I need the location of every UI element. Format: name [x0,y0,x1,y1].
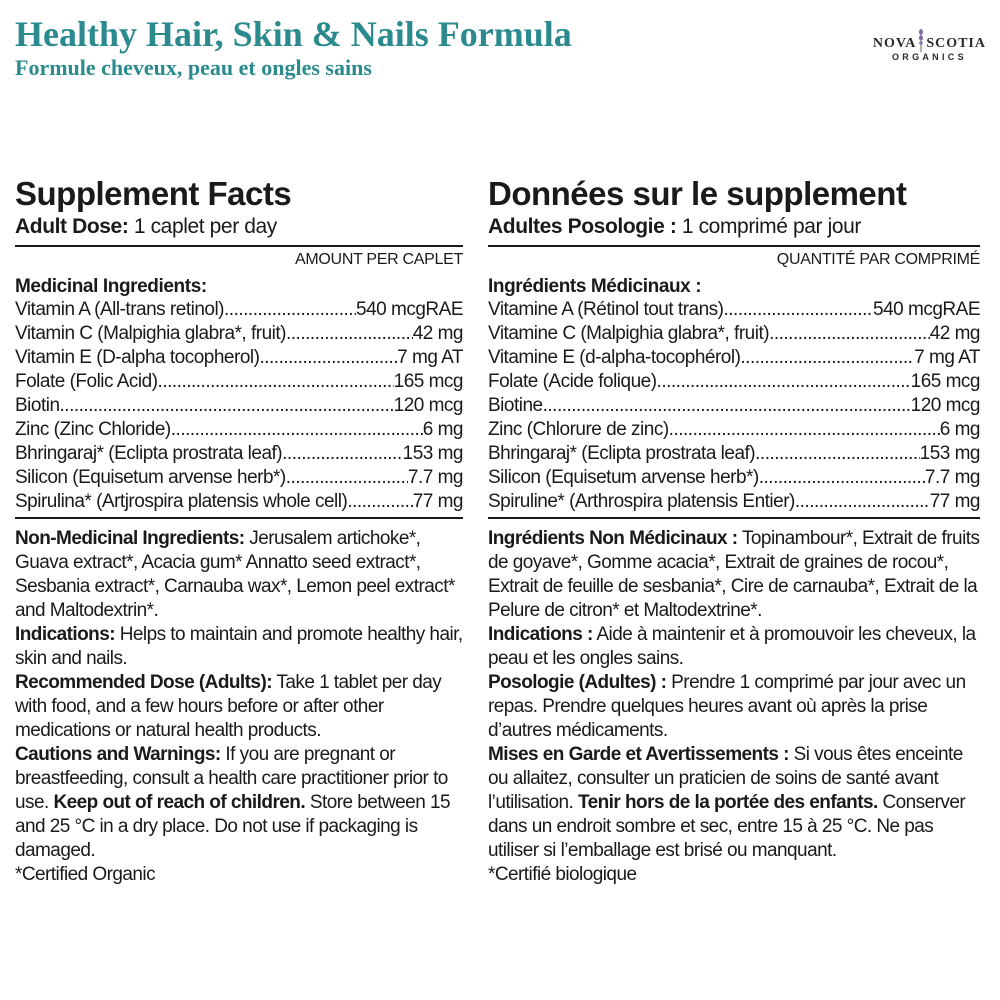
leader-dots [158,370,394,394]
section-text: Si vous êtes enceinte ou allaitez, consulter un praticien de soins de santé avant l’utilisation. [488,744,963,813]
recommended-dose [488,671,980,743]
supplement-facts-fr [488,175,980,887]
ingredient-name: Biotine [488,395,543,416]
ingredient-row [488,490,980,514]
ingredient-row [15,322,463,346]
adult-dose [488,213,980,241]
leader-dots [657,370,911,394]
cautions-warnings [15,743,463,863]
ingredient-name: Vitamin A (All-trans retinol) [15,299,225,320]
certified-note: *Certifié biologique [488,864,637,885]
medicinal-ingredients-heading: Ingrédients Médicinaux : [488,276,702,297]
ingredient-row [488,466,980,490]
leader-dots [769,322,930,346]
leader-dots [755,442,919,466]
leader-dots [286,466,408,490]
divider [488,517,980,519]
section-text: If you are pregnant or breastfeeding, consult a health care practitioner prior to use. [15,744,448,813]
ingredient-amount: 6 mg [422,419,463,440]
ingredient-amount: 165 mcg [393,371,463,392]
leader-dots [543,394,911,418]
ingredient-name: Vitamine C (Malpighia glabra*, fruit) [488,323,770,344]
leader-dots [286,322,413,346]
ingredient-name: Spirulina* (Artjrospira platensis whole cell) [15,491,348,512]
amount-header: QUANTITÉ PAR COMPRIMÉ [776,251,980,268]
leader-dots [795,490,930,514]
ingredient-amount: 540 mcgRAE [873,299,980,320]
ingredient-row [15,418,463,442]
ingredient-name: Spiruline* (Arthrospira platensis Entier) [488,491,795,512]
ingredient-row [15,466,463,490]
ingredient-amount: 120 mcg [393,395,463,416]
ingredient-row [15,298,463,322]
product-title: Healthy Hair, Skin & Nails Formula [15,14,572,54]
ingredient-amount: 6 mg [939,419,980,440]
leader-dots [171,418,423,442]
section-text: Helps to maintain and promote healthy hair, skin and nails. [15,624,463,669]
ingredient-row [488,322,980,346]
non-medicinal-ingredients [488,527,980,623]
indications [15,623,463,671]
ingredient-amount: 153 mg [402,443,463,464]
logo-word-nova: NOVA [872,36,917,51]
logo-wordmark [873,28,986,52]
ingredient-row [488,442,980,466]
ingredient-list [488,298,980,514]
ingredient-list [15,298,463,514]
ingredient-amount: 7.7 mg [407,467,463,488]
ingredient-row [15,490,463,514]
leader-dots [282,442,402,466]
certified-note: *Certified Organic [15,864,156,885]
amount-header: AMOUNT PER CAPLET [295,251,463,268]
non-medicinal-ingredients [15,527,463,623]
ingredient-amount: 77 mg [412,491,463,512]
ingredient-row [15,346,463,370]
section-label: Recommended Dose (Adults): [15,672,273,693]
section-text: Take 1 tablet per day with food, and a few hours before or after other medications or natural health products. [15,672,442,741]
section-text: Prendre 1 comprimé par jour avec un repas. Prendre quelques heures avant où après la prise d’autres médicaments. [488,672,966,741]
ingredient-row [488,370,980,394]
logo-word-scotia: SCOTIA [926,36,986,51]
brand-logo [873,28,986,63]
ingredient-name: Vitamine A (Rétinol tout trans) [488,299,724,320]
dose-label: Adultes Posologie : [488,215,677,238]
storage-text: Conserver dans un endroit sombre et sec, entre 15 à 25 °C. Ne pas utiliser si l’emballage est brisé ou manquant. [488,792,966,861]
keep-out-warning: Tenir hors de la portée des enfants. [577,792,878,813]
ingredient-name: Vitamin E (D-alpha tocopherol) [15,347,260,368]
storage-text: Store between 15 and 25 °C in a dry place. Do not use if packaging is damaged. [15,792,450,861]
ingredient-name: Zinc (Zinc Chloride) [15,419,171,440]
dose-value: 1 caplet per day [128,215,277,238]
section-label: Indications: [15,624,116,645]
ingredient-amount: 120 mcg [910,395,980,416]
lavender-icon [917,28,925,52]
ingredient-amount: 77 mg [929,491,980,512]
leader-dots [740,346,914,370]
adult-dose [15,213,463,241]
recommended-dose [15,671,463,743]
section-label: Posologie (Adultes) : [488,672,667,693]
ingredient-amount: 7 mg AT [914,347,980,368]
ingredient-row [15,442,463,466]
ingredient-name: Folate (Acide folique) [488,371,657,392]
product-subtitle: Formule cheveux, peau et ongles sains [15,55,372,80]
ingredient-row [15,370,463,394]
dose-label: Adult Dose: [15,215,129,238]
leader-dots [759,466,925,490]
ingredient-amount: 540 mcgRAE [356,299,463,320]
ingredient-name: Silicon (Equisetum arvense herb*) [488,467,759,488]
medicinal-ingredients-heading: Medicinal Ingredients: [15,276,207,297]
dose-value: 1 comprimé par jour [676,215,861,238]
ingredient-row [15,394,463,418]
ingredient-amount: 7 mg AT [397,347,463,368]
section-label: Cautions and Warnings: [15,744,221,765]
ingredient-amount: 153 mg [919,443,980,464]
ingredient-name: Folate (Folic Acid) [15,371,158,392]
ingredient-name: Zinc (Chlorure de zinc) [488,419,669,440]
section-text: Aide à maintenir et à promouvoir les cheveux, la peau et les ongles sains. [488,624,976,669]
ingredient-name: Vitamine E (d-alpha-tocophérol) [488,347,741,368]
section-text: Topinambour*, Extrait de fruits de goyave*, Gomme acacia*, Extrait de graines de rocou*, Extrait de feuille de sesbania*, Cire de carnauba*, Extrait de la Pelure de citron* et Maltodextrine*. [488,528,980,621]
leader-dots [669,418,940,442]
facts-heading: Données sur le supplement [488,175,907,212]
ingredient-name: Vitamin C (Malpighia glabra*, fruit) [15,323,286,344]
ingredient-name: Silicon (Equisetum arvense herb*) [15,467,286,488]
section-text: Jerusalem artichoke*, Guava extract*, Acacia gum* Annatto seed extract*, Sesbania extract*, Carnauba wax*, Lemon peel extract* and Maltodextrin*. [15,528,455,621]
ingredient-name: Bhringaraj* (Eclipta prostrata leaf) [488,443,756,464]
leader-dots [60,394,394,418]
ingredient-amount: 7.7 mg [924,467,980,488]
ingredient-row [488,298,980,322]
ingredient-amount: 165 mcg [910,371,980,392]
leader-dots [224,298,356,322]
ingredient-name: Biotin [15,395,60,416]
leader-dots [259,346,397,370]
ingredient-row [488,346,980,370]
leader-dots [724,298,874,322]
ingredient-amount: 42 mg [412,323,463,344]
supplement-facts-en [15,175,463,887]
keep-out-warning: Keep out of reach of children. [53,792,306,813]
facts-heading: Supplement Facts [15,175,292,212]
section-label: Mises en Garde et Avertissements : [488,744,789,765]
ingredient-row [488,418,980,442]
logo-tagline: ORGANICS [891,52,967,62]
ingredient-name: Bhringaraj* (Eclipta prostrata leaf) [15,443,283,464]
section-label: Indications : [488,624,593,645]
section-label: Ingrédients Non Médicinaux : [488,528,738,549]
leader-dots [347,490,412,514]
divider [15,517,463,519]
ingredient-amount: 42 mg [929,323,980,344]
section-label: Non-Medicinal Ingredients: [15,528,245,549]
ingredient-row [488,394,980,418]
cautions-warnings [488,743,980,863]
indications [488,623,980,671]
